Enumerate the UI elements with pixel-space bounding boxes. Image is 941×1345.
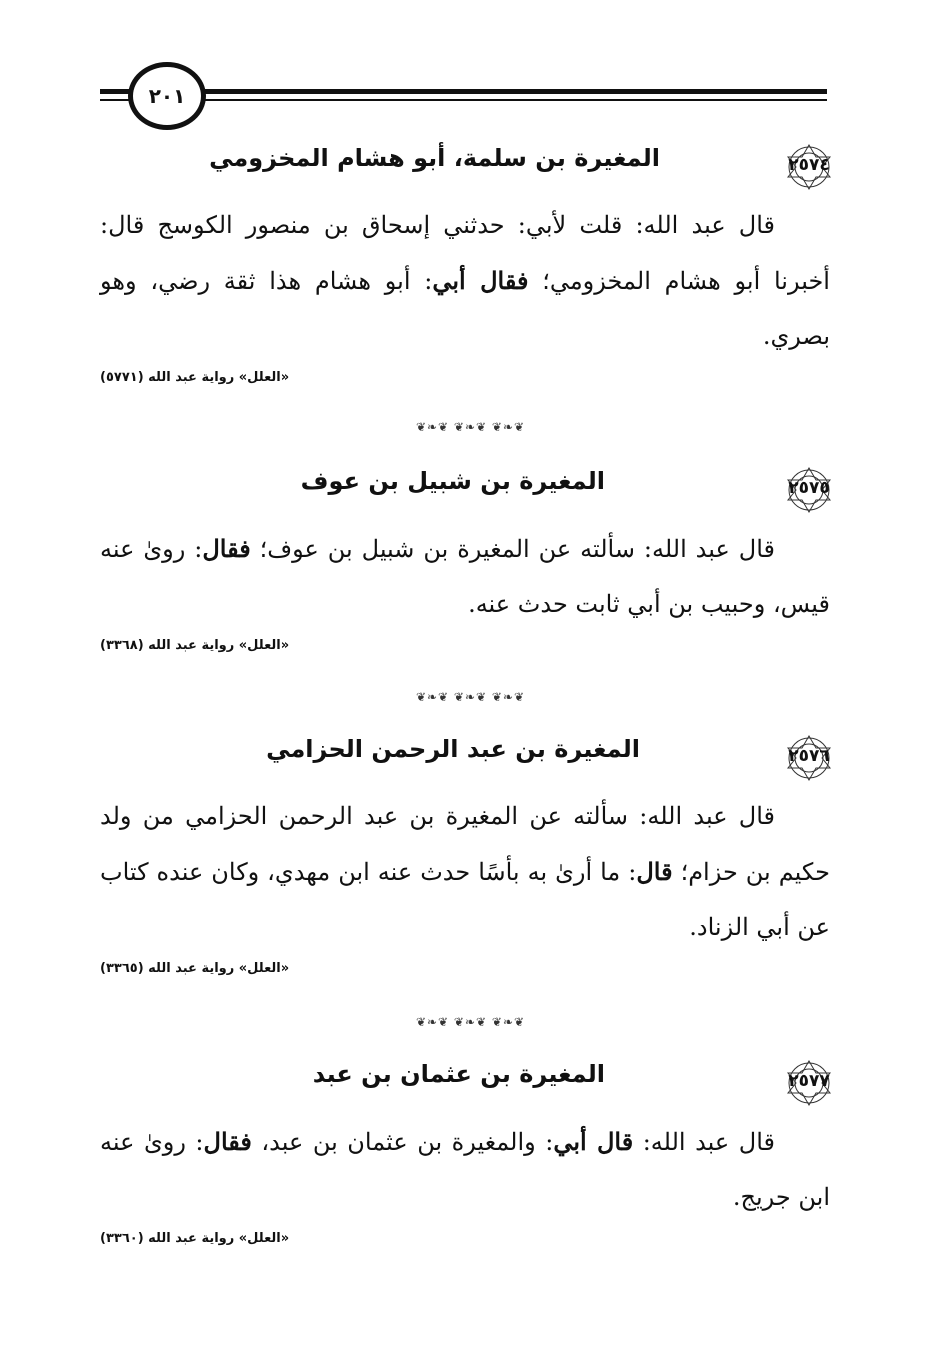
body-text: : والمغيرة بن عثمان بن عبد، [251, 1128, 554, 1156]
header-rule-thick [100, 89, 827, 94]
entry-number: ٢٥٧٧ [788, 1071, 830, 1091]
source-citation: «العلل» رواية عبد الله (٣٣٦٨) [100, 638, 290, 653]
section-divider: ❦❧❦ ❦❧❦ ❦❧❦ [415, 1015, 526, 1029]
entry-title: المغيرة بن شبيل بن عوف [300, 467, 605, 495]
source-citation: «العلل» رواية عبد الله (٣٣٦٠) [100, 1231, 290, 1246]
entry-body [100, 1114, 830, 1225]
entry-2576 [100, 733, 830, 985]
entry-number-ornament [778, 142, 840, 192]
body-bold-text: فقال أبي [432, 266, 529, 295]
entry-2577 [100, 1058, 830, 1255]
section-divider: ❦❧❦ ❦❧❦ ❦❧❦ [415, 690, 526, 704]
body-bold-text: فقال [203, 1127, 252, 1156]
body-bold-text: فقال [202, 534, 251, 563]
entry-body [100, 521, 830, 632]
entry-number: ٢٥٧٦ [788, 746, 830, 766]
header-rule-thin [100, 99, 827, 101]
entry-number-ornament [778, 1058, 840, 1108]
page-number: ٢٠١ [148, 84, 186, 108]
entry-title: المغيرة بن عبد الرحمن الحزامي [266, 735, 640, 763]
body-text: قال عبد الله: قلت لأبي: حدثني إسحاق بن منصور الكوسج قال: أخبرنا أبو هشام المخزومي؛ [100, 211, 830, 295]
entry-2574 [100, 142, 830, 394]
entry-title: المغيرة بن سلمة، أبو هشام المخزومي [209, 144, 660, 172]
entry-body [100, 198, 830, 364]
body-text: : أبو هشام هذا ثقة رضي، وهو بصري. [100, 267, 830, 350]
body-text: : روىٰ عنه قيس، وحبيب بن أبي ثابت حدث عنه. [100, 535, 830, 618]
source-citation: «العلل» رواية عبد الله (٥٧٧١) [100, 370, 290, 385]
body-text: قال عبد الله: [633, 1128, 775, 1156]
entry-number-ornament [778, 465, 840, 515]
entry-heading [100, 733, 830, 789]
body-text: : روىٰ عنه ابن جريج. [100, 1128, 830, 1211]
entry-2575 [100, 465, 830, 662]
entry-body [100, 789, 830, 955]
section-divider: ❦❧❦ ❦❧❦ ❦❧❦ [415, 420, 526, 434]
page-number-badge [128, 62, 206, 130]
body-text: : ما أرىٰ به بأسًا حدث عنه ابن مهدي، وكان عنده كتاب عن أبي الزناد. [100, 858, 830, 941]
entry-heading [100, 142, 830, 198]
body-text: قال عبد الله: سألته عن المغيرة بن شبيل بن عوف؛ [250, 535, 775, 563]
entry-title: المغيرة بن عثمان بن عبد [312, 1060, 605, 1088]
body-bold-text: قال أبي [553, 1127, 634, 1156]
body-text: قال عبد الله: سألته عن المغيرة بن عبد الرحمن الحزامي من ولد حكيم بن حزام؛ [100, 802, 831, 886]
entry-heading [100, 1058, 830, 1114]
source-citation: «العلل» رواية عبد الله (٣٣٦٥) [100, 961, 290, 976]
body-bold-text: قال [636, 857, 673, 886]
entry-number: ٢٥٧٤ [788, 155, 830, 175]
entry-number: ٢٥٧٥ [788, 478, 830, 498]
entry-heading [100, 465, 830, 521]
entry-number-ornament [778, 733, 840, 783]
